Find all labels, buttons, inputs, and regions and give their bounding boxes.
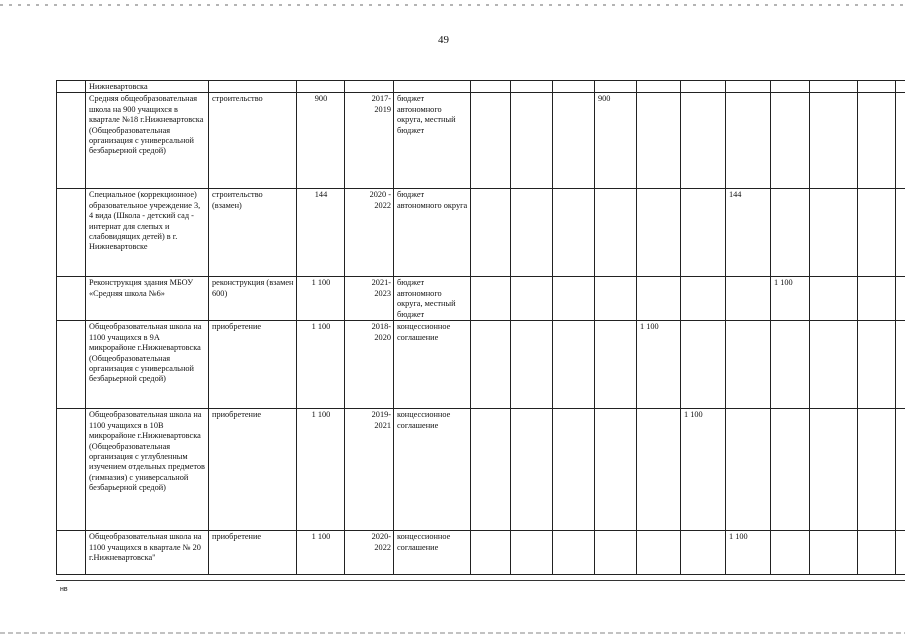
cell-blank	[595, 409, 637, 531]
work-type-cell: приобретение	[209, 321, 297, 409]
funding-source-cell: бюджет автономного округа, местный бюджет	[394, 277, 471, 321]
years-cell: 2017- 2019	[345, 93, 394, 189]
object-name-cell: Специальное (коррекционное) образовательное учреждение 3, 4 вида (Школа - детский сад - интернат для слепых и слабовидящих детей) в г. Нижневартовске	[86, 189, 209, 277]
value-cell: 1 100	[637, 321, 681, 409]
object-name-cell: Общеобразовательная школа на 1100 учащихся в 9А микрорайоне г.Нижневартовска (Общеобразовательная организация с универсальной безбарьерной средой)	[86, 321, 209, 409]
continued-name-cell: Нижневартовска	[86, 81, 209, 93]
cell-blank	[681, 189, 726, 277]
work-type-cell: строительство (взамен)	[209, 189, 297, 277]
capacity-cell: 144	[297, 189, 345, 277]
object-name-cell: Общеобразовательная школа на 1100 учащихся в квартале № 20 г.Нижневартовска"	[86, 531, 209, 575]
program-table	[56, 80, 905, 575]
cell-blank	[771, 531, 810, 575]
table-row	[57, 409, 905, 531]
table-row	[57, 189, 905, 277]
cell-blank	[896, 93, 905, 189]
funding-source-cell: концессионное соглашение	[394, 531, 471, 575]
value-cell: 1 100	[681, 409, 726, 531]
years-cell: 2020- 2022	[345, 531, 394, 575]
cell-blank	[595, 321, 637, 409]
funding-source-cell: бюджет автономного округа, местный бюджет	[394, 93, 471, 189]
table-body	[57, 81, 905, 575]
cell-blank	[858, 93, 896, 189]
cell-blank	[810, 277, 858, 321]
page-number: 49	[438, 34, 449, 46]
table-bottom-line	[56, 580, 905, 581]
cell-blank	[57, 93, 86, 189]
cell-blank	[771, 321, 810, 409]
cell-blank	[896, 189, 905, 277]
cell-blank	[57, 531, 86, 575]
work-type-cell: реконструкция (взамен 600)	[209, 277, 297, 321]
cell-blank	[553, 93, 595, 189]
table-row-continued	[57, 81, 905, 93]
capacity-cell: 1 100	[297, 277, 345, 321]
years-cell: 2018- 2020	[345, 321, 394, 409]
table-row	[57, 531, 905, 575]
table-row	[57, 321, 905, 409]
cell-blank	[810, 321, 858, 409]
work-type-cell: приобретение	[209, 531, 297, 575]
cell-blank	[511, 189, 553, 277]
cell-blank	[637, 531, 681, 575]
cell-blank	[896, 321, 905, 409]
work-type-cell: приобретение	[209, 409, 297, 531]
cell-blank	[771, 409, 810, 531]
cell-blank	[726, 321, 771, 409]
cell-blank	[726, 277, 771, 321]
cell-blank	[858, 531, 896, 575]
cell-blank	[637, 189, 681, 277]
cell-blank	[858, 409, 896, 531]
cell-blank	[726, 93, 771, 189]
capacity-cell: 900	[297, 93, 345, 189]
funding-source-cell: концессионное соглашение	[394, 321, 471, 409]
capacity-cell: 1 100	[297, 321, 345, 409]
cell-blank	[637, 409, 681, 531]
cell-blank	[471, 277, 511, 321]
object-name-cell: Средняя общеобразовательная школа на 900 учащихся в квартале №18 г.Нижневартовска (Общеобразовательная организация с универсальной безбарьерной средой)	[86, 93, 209, 189]
value-cell: 1 100	[771, 277, 810, 321]
cell-blank	[553, 189, 595, 277]
cell-blank	[681, 277, 726, 321]
cell-blank	[896, 277, 905, 321]
cell-blank	[511, 93, 553, 189]
cell-blank	[896, 409, 905, 531]
table-row	[57, 93, 905, 189]
cell-blank	[471, 189, 511, 277]
footer-mark: нв	[60, 586, 68, 593]
cell-blank	[595, 531, 637, 575]
cell-blank	[637, 277, 681, 321]
cell-blank	[858, 277, 896, 321]
cell-blank	[553, 321, 595, 409]
scan-edge-bottom	[0, 632, 905, 634]
cell-blank	[471, 93, 511, 189]
cell-blank	[471, 531, 511, 575]
cell-blank	[681, 321, 726, 409]
value-cell: 900	[595, 93, 637, 189]
cell-blank	[57, 189, 86, 277]
cell-blank	[771, 93, 810, 189]
cell-blank	[57, 277, 86, 321]
cell-blank	[553, 277, 595, 321]
capacity-cell: 1 100	[297, 531, 345, 575]
cell-blank	[57, 321, 86, 409]
cell-blank	[681, 93, 726, 189]
cell-blank	[471, 321, 511, 409]
object-name-cell: Общеобразовательная школа на 1100 учащихся в 10В микрорайоне г.Нижневартовска (Общеобразовательная организация с углубленным изучением отдельных предметов (гимназия) с универсальной безбарьерной средой)	[86, 409, 209, 531]
funding-source-cell: бюджет автономного округа	[394, 189, 471, 277]
cell-blank	[553, 531, 595, 575]
cell-blank	[810, 531, 858, 575]
value-cell: 144	[726, 189, 771, 277]
cell-blank	[858, 321, 896, 409]
cell-blank	[810, 189, 858, 277]
cell-blank	[511, 321, 553, 409]
scan-edge-top	[0, 4, 905, 6]
cell-blank	[771, 189, 810, 277]
capacity-cell: 1 100	[297, 409, 345, 531]
cell-blank	[637, 93, 681, 189]
table-row	[57, 277, 905, 321]
work-type-cell: строительство	[209, 93, 297, 189]
cell-blank	[595, 189, 637, 277]
years-cell: 2020 - 2022	[345, 189, 394, 277]
cell-blank	[511, 277, 553, 321]
cell-blank	[471, 409, 511, 531]
cell-blank	[511, 409, 553, 531]
cell-blank	[858, 189, 896, 277]
cell-blank	[810, 409, 858, 531]
cell-blank	[681, 531, 726, 575]
cell-blank	[57, 81, 86, 93]
cell-blank	[810, 93, 858, 189]
years-cell: 2019- 2021	[345, 409, 394, 531]
cell-blank	[57, 409, 86, 531]
value-cell: 1 100	[726, 531, 771, 575]
cell-blank	[511, 531, 553, 575]
funding-source-cell: концессионное соглашение	[394, 409, 471, 531]
years-cell: 2021- 2023	[345, 277, 394, 321]
cell-blank	[896, 531, 905, 575]
object-name-cell: Реконструкция здания МБОУ «Средняя школа №6»	[86, 277, 209, 321]
cell-blank	[595, 277, 637, 321]
cell-blank	[553, 409, 595, 531]
cell-blank	[726, 409, 771, 531]
